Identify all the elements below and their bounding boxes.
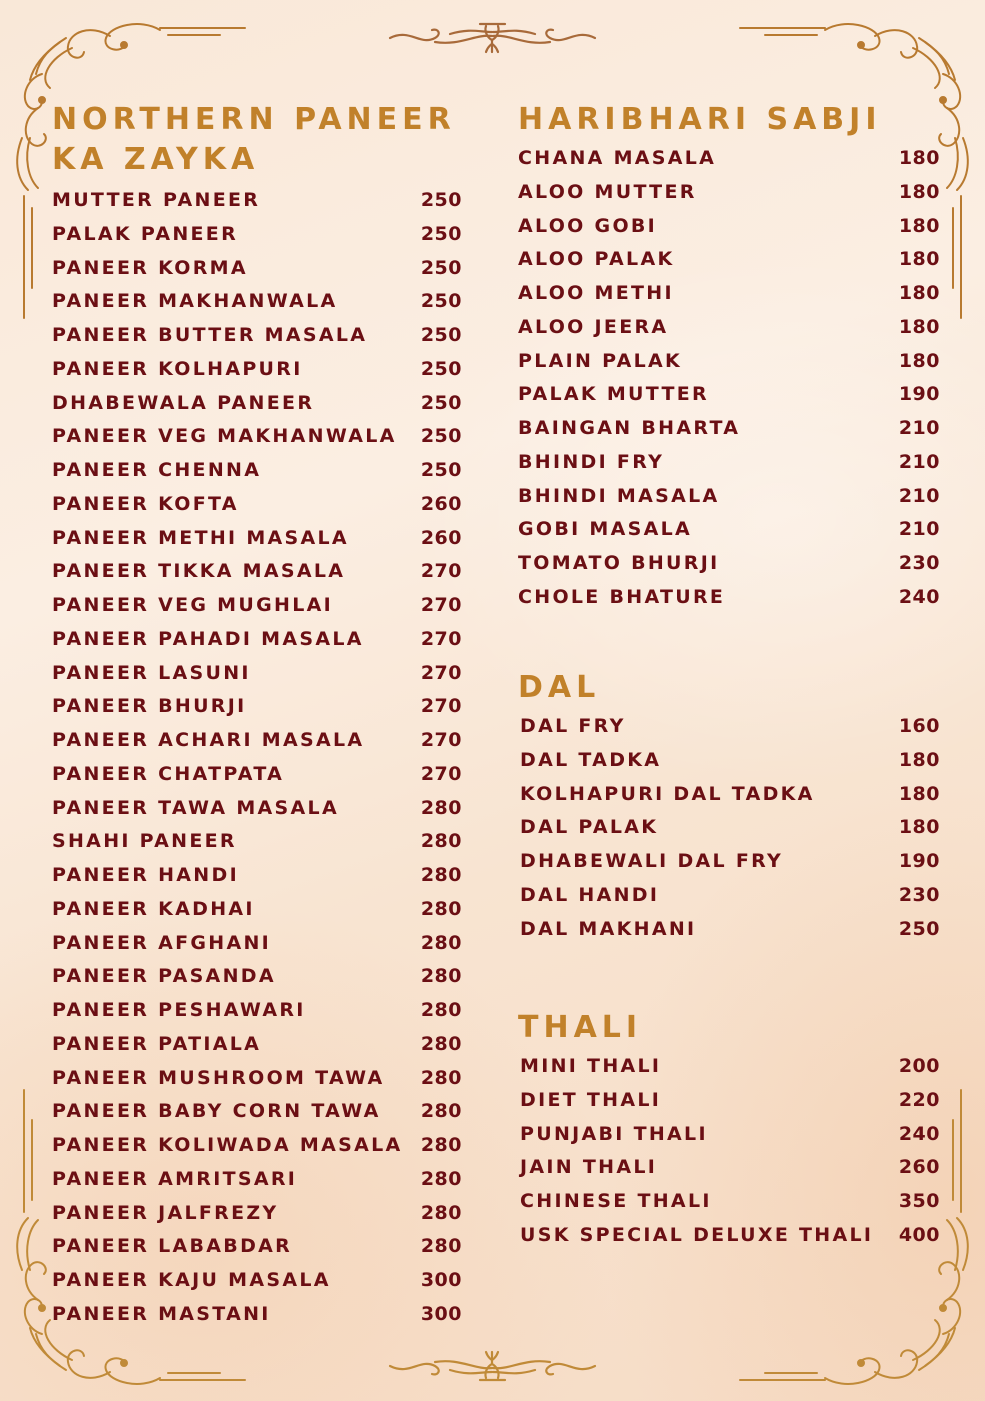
menu-item-price: 280 bbox=[420, 1066, 462, 1089]
menu-item-price: 190 bbox=[898, 850, 940, 872]
menu-item-price: 280 bbox=[420, 1235, 462, 1258]
menu-item-name: ALOO MUTTER bbox=[518, 180, 697, 203]
center-flourish-top-icon bbox=[380, 18, 605, 54]
menu-item bbox=[518, 311, 940, 345]
thali-item-list bbox=[518, 1050, 940, 1253]
menu-item-price: 160 bbox=[898, 715, 940, 737]
menu-item-name: PANEER AFGHANI bbox=[52, 931, 272, 954]
menu-item-name: MINI THALI bbox=[520, 1055, 662, 1077]
menu-item-name: PANEER VEG MUGHLAI bbox=[52, 594, 333, 616]
menu-item bbox=[52, 1197, 462, 1231]
menu-item-name: PANEER PAHADI MASALA bbox=[52, 627, 364, 650]
menu-item-price: 280 bbox=[420, 1201, 462, 1224]
menu-item-name: PANEER JALFREZY bbox=[52, 1201, 279, 1224]
menu-item bbox=[518, 142, 940, 176]
menu-item-price: 250 bbox=[420, 459, 462, 481]
menu-item-price: 250 bbox=[420, 290, 462, 313]
menu-item bbox=[52, 522, 462, 556]
menu-item-price: 280 bbox=[420, 897, 462, 920]
menu-item bbox=[52, 488, 462, 522]
menu-item-name: PANEER KOLIWADA MASALA bbox=[52, 1134, 403, 1156]
menu-item-price: 210 bbox=[898, 484, 940, 507]
menu-item bbox=[52, 994, 462, 1028]
menu-item-name: PANEER PATIALA bbox=[52, 1032, 262, 1055]
menu-item bbox=[518, 1118, 940, 1152]
menu-item-price: 300 bbox=[420, 1302, 462, 1325]
menu-item bbox=[52, 1129, 462, 1163]
menu-item bbox=[52, 690, 462, 724]
section-title-paneer-line2: KA ZAYKA bbox=[52, 142, 260, 177]
menu-item bbox=[52, 859, 462, 893]
menu-item-name: PANEER HANDI bbox=[52, 864, 239, 886]
menu-item-price: 180 bbox=[898, 816, 940, 839]
menu-item-price: 240 bbox=[898, 1122, 940, 1145]
menu-item-name: BAINGAN BHARTA bbox=[518, 417, 741, 439]
menu-item-name: CHOLE BHATURE bbox=[518, 585, 726, 608]
menu-item-name: GOBI MASALA bbox=[518, 518, 693, 541]
menu-item-name: PANEER ACHARI MASALA bbox=[52, 729, 365, 751]
menu-item bbox=[518, 1084, 940, 1118]
menu-item-price: 220 bbox=[898, 1088, 940, 1111]
section-paneer bbox=[52, 102, 462, 1332]
section-dal bbox=[518, 670, 940, 946]
menu-item-price: 180 bbox=[898, 782, 940, 805]
menu-item-name: JAIN THALI bbox=[520, 1156, 658, 1179]
menu-item-name: TOMATO BHURJI bbox=[518, 552, 720, 574]
menu-item bbox=[52, 454, 462, 488]
menu-item-name: PANEER PASANDA bbox=[52, 965, 276, 988]
menu-item-name: DAL PALAK bbox=[520, 816, 659, 839]
menu-item-name: PANEER BABY CORN TAWA bbox=[52, 1100, 381, 1123]
menu-item-price: 230 bbox=[898, 552, 940, 574]
menu-item-price: 180 bbox=[898, 349, 940, 372]
menu-item bbox=[52, 285, 462, 319]
menu-item-price: 280 bbox=[420, 1167, 462, 1190]
menu-item-name: USK SPECIAL DELUXE THALI bbox=[520, 1223, 874, 1246]
menu-item-price: 280 bbox=[420, 796, 462, 819]
menu-item bbox=[518, 1151, 940, 1185]
menu-item bbox=[518, 210, 940, 244]
menu-item bbox=[52, 1095, 462, 1129]
menu-item bbox=[52, 218, 462, 252]
menu-item-name: PALAK MUTTER bbox=[518, 383, 709, 406]
menu-item-price: 250 bbox=[420, 425, 462, 448]
menu-item-name: PANEER TAWA MASALA bbox=[52, 796, 339, 819]
menu-item-price: 180 bbox=[898, 180, 940, 203]
menu-item-price: 270 bbox=[420, 627, 462, 650]
menu-item bbox=[518, 1185, 940, 1219]
menu-item-price: 230 bbox=[898, 883, 940, 906]
menu-item-price: 280 bbox=[420, 830, 462, 853]
menu-item bbox=[52, 1062, 462, 1096]
menu-item-price: 400 bbox=[898, 1223, 940, 1246]
menu-item-price: 180 bbox=[898, 214, 940, 237]
menu-item-name: PUNJABI THALI bbox=[520, 1122, 708, 1145]
menu-item bbox=[52, 1264, 462, 1298]
section-title-sabji: HARIBHARI SABJI bbox=[518, 102, 882, 137]
menu-item bbox=[52, 623, 462, 657]
menu-item bbox=[518, 710, 940, 744]
menu-item-price: 240 bbox=[898, 585, 940, 608]
menu-item bbox=[52, 387, 462, 421]
menu-item bbox=[52, 657, 462, 691]
menu-item-name: PANEER LABABDAR bbox=[52, 1235, 293, 1258]
menu-item-name: DHABEWALI DAL FRY bbox=[520, 850, 784, 872]
menu-item-name: DIET THALI bbox=[520, 1088, 662, 1111]
menu-item-name: PANEER METHI MASALA bbox=[52, 526, 349, 549]
menu-item-name: DAL MAKHANI bbox=[520, 917, 697, 940]
menu-item bbox=[52, 1230, 462, 1264]
section-title-paneer-line1: NORTHERN PANEER bbox=[52, 102, 456, 137]
menu-item bbox=[518, 345, 940, 379]
menu-item-name: ALOO METHI bbox=[518, 282, 674, 304]
menu-item bbox=[518, 277, 940, 311]
menu-item-name: PANEER TIKKA MASALA bbox=[52, 560, 346, 583]
center-flourish-bottom-icon bbox=[380, 1350, 605, 1386]
menu-item-price: 350 bbox=[898, 1190, 940, 1212]
menu-item bbox=[52, 724, 462, 758]
menu-item bbox=[518, 913, 940, 947]
menu-item-price: 250 bbox=[420, 357, 462, 380]
menu-item bbox=[518, 412, 940, 446]
menu-item bbox=[52, 353, 462, 387]
menu-item-price: 280 bbox=[420, 1032, 462, 1055]
menu-item-price: 250 bbox=[420, 189, 462, 211]
menu-item bbox=[518, 811, 940, 845]
menu-item-name: PANEER BUTTER MASALA bbox=[52, 324, 368, 346]
menu-item bbox=[518, 1219, 940, 1253]
menu-item bbox=[518, 176, 940, 210]
menu-item bbox=[52, 319, 462, 353]
menu-item-price: 210 bbox=[898, 417, 940, 439]
menu-item-name: ALOO JEERA bbox=[518, 315, 669, 338]
menu-item-price: 260 bbox=[898, 1156, 940, 1179]
menu-item-name: CHANA MASALA bbox=[518, 147, 717, 169]
menu-item-price: 190 bbox=[898, 383, 940, 406]
menu-item bbox=[52, 1298, 462, 1332]
menu-item bbox=[52, 589, 462, 623]
menu-item bbox=[52, 927, 462, 961]
menu-item-price: 270 bbox=[420, 594, 462, 616]
sabji-item-list bbox=[518, 142, 940, 615]
section-title-thali: THALI bbox=[518, 1010, 643, 1045]
menu-item-price: 250 bbox=[420, 324, 462, 346]
menu-item-price: 250 bbox=[420, 222, 462, 245]
menu-item-name: PANEER MUSHROOM TAWA bbox=[52, 1066, 385, 1089]
menu-item-price: 300 bbox=[420, 1269, 462, 1291]
menu-item-name: PANEER KORMA bbox=[52, 256, 248, 279]
menu-item-price: 270 bbox=[420, 729, 462, 751]
menu-item-name: PANEER PESHAWARI bbox=[52, 999, 306, 1021]
menu-item bbox=[52, 893, 462, 927]
menu-item bbox=[518, 547, 940, 581]
menu-item-name: PLAIN PALAK bbox=[518, 349, 683, 372]
menu-item-name: PANEER KOFTA bbox=[52, 492, 239, 515]
menu-item-price: 250 bbox=[420, 256, 462, 279]
menu-item bbox=[52, 184, 462, 218]
menu-item-name: SHAHI PANEER bbox=[52, 830, 237, 853]
menu-item-name: PANEER KADHAI bbox=[52, 897, 255, 920]
menu-item-price: 280 bbox=[420, 931, 462, 954]
menu-item-name: PANEER BHURJI bbox=[52, 695, 247, 718]
menu-item-name: PANEER AMRITSARI bbox=[52, 1167, 298, 1190]
menu-item-name: PANEER KOLHAPURI bbox=[52, 357, 303, 380]
menu-item-price: 180 bbox=[898, 248, 940, 271]
menu-item-price: 210 bbox=[898, 518, 940, 541]
menu-item-name: DAL TADKA bbox=[520, 748, 662, 771]
section-thali bbox=[518, 1010, 940, 1253]
menu-item-name: PALAK PANEER bbox=[52, 222, 239, 245]
menu-item-price: 280 bbox=[420, 1134, 462, 1156]
menu-item-name: DAL HANDI bbox=[520, 883, 660, 906]
menu-item-price: 270 bbox=[420, 661, 462, 684]
menu-item bbox=[518, 744, 940, 778]
menu-item-price: 250 bbox=[898, 917, 940, 940]
menu-item-name: MUTTER PANEER bbox=[52, 189, 261, 211]
menu-item-name: ALOO GOBI bbox=[518, 214, 658, 237]
menu-item-name: BHINDI MASALA bbox=[518, 484, 720, 507]
menu-item-price: 250 bbox=[420, 391, 462, 414]
menu-item-name: PANEER MAKHANWALA bbox=[52, 290, 338, 313]
menu-item bbox=[52, 1163, 462, 1197]
menu-item-price: 270 bbox=[420, 762, 462, 785]
menu-item-price: 280 bbox=[420, 864, 462, 886]
menu-item bbox=[518, 1050, 940, 1084]
menu-item-name: DAL FRY bbox=[520, 715, 626, 737]
menu-item-price: 180 bbox=[898, 748, 940, 771]
menu-item-price: 270 bbox=[420, 560, 462, 583]
menu-item bbox=[518, 879, 940, 913]
section-title-dal: DAL bbox=[518, 670, 601, 705]
menu-item bbox=[518, 378, 940, 412]
menu-item bbox=[52, 1028, 462, 1062]
section-sabji bbox=[518, 102, 940, 615]
menu-item-name: PANEER LASUNI bbox=[52, 661, 251, 684]
menu-item bbox=[52, 792, 462, 826]
menu-item-name: PANEER CHATPATA bbox=[52, 762, 285, 785]
menu-item bbox=[52, 825, 462, 859]
menu-item bbox=[52, 555, 462, 589]
menu-item-price: 180 bbox=[898, 282, 940, 304]
menu-item-price: 280 bbox=[420, 999, 462, 1021]
menu-item bbox=[518, 581, 940, 615]
menu-item-name: CHINESE THALI bbox=[520, 1190, 712, 1212]
menu-item-name: DHABEWALA PANEER bbox=[52, 391, 315, 414]
menu-item-price: 280 bbox=[420, 965, 462, 988]
menu-item-price: 260 bbox=[420, 526, 462, 549]
menu-item-price: 280 bbox=[420, 1100, 462, 1123]
menu-item-name: KOLHAPURI DAL TADKA bbox=[520, 782, 815, 805]
menu-item bbox=[518, 513, 940, 547]
menu-item-name: BHINDI FRY bbox=[518, 450, 665, 473]
menu-item bbox=[52, 960, 462, 994]
menu-item bbox=[518, 243, 940, 277]
menu-item bbox=[518, 446, 940, 480]
menu-item-name: PANEER KAJU MASALA bbox=[52, 1269, 331, 1291]
menu-item-price: 270 bbox=[420, 695, 462, 718]
menu-item bbox=[52, 420, 462, 454]
dal-item-list bbox=[518, 710, 940, 946]
menu-item-name: PANEER VEG MAKHANWALA bbox=[52, 425, 397, 448]
menu-item-name: ALOO PALAK bbox=[518, 248, 675, 271]
menu-item-price: 210 bbox=[898, 450, 940, 473]
menu-item-name: PANEER CHENNA bbox=[52, 459, 262, 481]
menu-item-name: PANEER MASTANI bbox=[52, 1302, 271, 1325]
menu-item-price: 200 bbox=[898, 1055, 940, 1077]
menu-item bbox=[518, 778, 940, 812]
menu-item bbox=[518, 845, 940, 879]
menu-item-price: 180 bbox=[898, 147, 940, 169]
paneer-item-list bbox=[52, 184, 462, 1332]
menu-item bbox=[518, 480, 940, 514]
menu-item-price: 260 bbox=[420, 492, 462, 515]
menu-item bbox=[52, 758, 462, 792]
menu-item-price: 180 bbox=[898, 315, 940, 338]
menu-item bbox=[52, 252, 462, 286]
